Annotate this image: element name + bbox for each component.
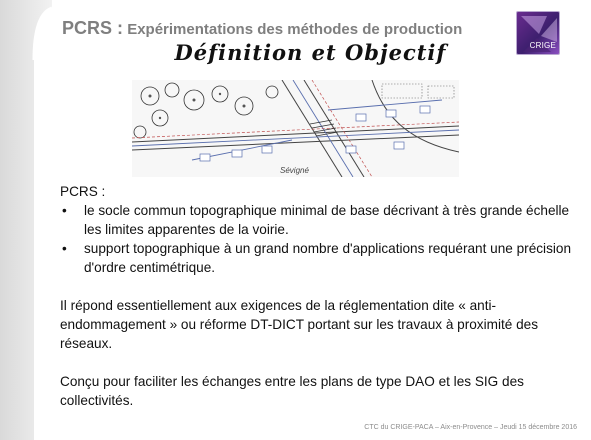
list-item (60, 201, 580, 239)
map-street-label: Sévigné (280, 166, 309, 175)
paragraph-purpose: Conçu pour faciliter les échanges entre les plans de type DAO et les SIG des collectivités. (60, 374, 524, 408)
bullet-text: support topographique à un grand nombre d'applications requérant une précision d'ordre centimétrique. (84, 241, 572, 275)
cadastral-map-image (132, 80, 459, 177)
bullet-icon: • (62, 203, 67, 218)
list-item (60, 239, 580, 277)
title-text: Expérimentations des méthodes de production (127, 21, 463, 38)
decorative-band (0, 0, 52, 440)
intro-text: PCRS : (60, 184, 106, 199)
slide-footer: CTC du CRIGE-PACA – Aix-en-Provence – Jeudi 15 décembre 2016 (364, 424, 577, 431)
crige-logo (516, 11, 560, 55)
paragraph-regulation: Il répond essentiellement aux exigences de la réglementation dite « anti-endommagement » ou réforme DT-DICT portant sur les travaux à proximité des réseaux. (60, 298, 538, 351)
page-title (62, 18, 462, 39)
bullet-text: le socle commun topographique minimal de base décrivant à très grande échelle les limites apparentes de la voirie. (84, 203, 570, 237)
slide-body (60, 182, 580, 410)
slide-subtitle: Définition et Objectif (174, 40, 447, 65)
spacer (60, 277, 580, 296)
bullet-icon: • (62, 241, 67, 256)
bullet-list (60, 201, 580, 277)
spacer (60, 353, 580, 372)
title-prefix: PCRS : (62, 18, 124, 38)
logo-text: CRIGE (529, 41, 556, 50)
